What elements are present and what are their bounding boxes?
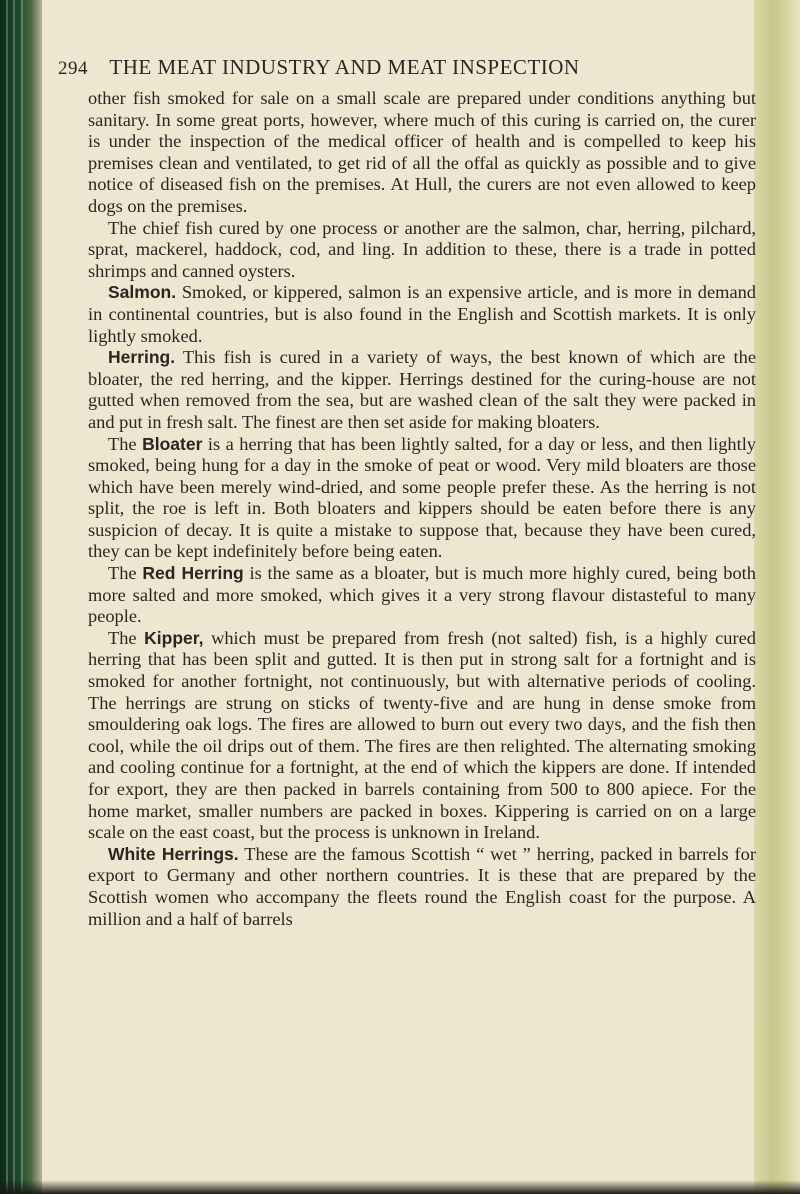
- run-in-heading: Red Herring: [142, 563, 244, 584]
- paragraph-text: which must be prepared from fresh (not salted) fish, is a highly cured herring that has been split and gutted. It is then put in strong salt for a fortnight and is smoked for another fortnight, not continuously, but with alternative periods of cooling. The herrings are strung on sticks of twenty-five and are hung in dense smoke from smouldering oak logs. The fires are allowed to burn out every two days, and the fish then cool, while the oil drips out of them. The fires are then relighted. The alternating smoking and cooling continue for a fortnight, at the end of which the kippers are done. If intended for export, they are then packed in barrels containing from 500 to 800 apiece. For the home market, smaller numbers are packed in boxes. Kippering is carried on on a large scale on the east coast, but the process is unknown in Ireland.: [88, 627, 756, 843]
- run-in-heading: Bloater: [142, 433, 203, 454]
- book-binding-left: [0, 0, 42, 1194]
- paragraph-lead: The: [108, 433, 143, 454]
- book-binding-right: [754, 0, 800, 1194]
- paragraph-text: These are the famous Scottish “ wet ” herring, packed in barrels for export to Germany and other northern countries. It is these that are prepared by the Scottish women who accompany the fleets round the English coast for the purpose. A million and a half of barrels: [88, 843, 756, 929]
- paragraph-red-herring: [88, 563, 756, 628]
- run-in-heading: Kipper,: [144, 627, 204, 648]
- page-bottom-shadow: [0, 1180, 800, 1194]
- paragraph-text: This fish is cured in a variety of ways, the best known of which are the bloater, the red herring, and the kipper. Herrings destined for the curing-house are not gutted when removed from the sea, but are washed clean of the salt they were packed in and put in fresh salt. The finest are then set aside for making bloaters.: [88, 347, 756, 432]
- run-in-heading: White Herrings.: [108, 843, 239, 864]
- body-text: [58, 88, 756, 930]
- run-in-heading: Salmon.: [108, 282, 177, 303]
- page-number: 294: [58, 58, 88, 79]
- paragraph-herring: [88, 347, 756, 433]
- paragraph-salmon: [88, 282, 756, 347]
- paragraph-text: is the same as a bloater, but is much more highly cured, being both more salted and more smoked, which gives it a very strong flavour distasteful to many people.: [88, 563, 756, 627]
- paragraph-text: Smoked, or kippered, salmon is an expensive article, and is more in demand in continental countries, but is also found in the English and Scottish markets. It is only lightly smoked.: [88, 282, 756, 346]
- paragraph-white-herrings: [88, 844, 756, 930]
- running-head: [58, 52, 758, 84]
- paragraph-1: [88, 88, 756, 218]
- paragraph-bloater: [88, 434, 756, 564]
- paragraph-text: is a herring that has been lightly salted, for a day or less, and then lightly smoked, being hung for a day in the smoke of peat or wood. Very mild bloaters are those which have been merely wind-dried, and some people prefer these. As the herring is not split, the roe is left in. Both bloaters and kippers should be eaten before there is any suspicion of decay. It is quite a mistake to suppose that, because they have been cured, they can be kept indefinitely before being eaten.: [88, 433, 756, 562]
- run-in-heading: Herring.: [108, 347, 176, 368]
- paragraph-kipper: [88, 628, 756, 844]
- paragraph-2: [88, 218, 756, 283]
- paragraph-lead: The: [108, 627, 145, 648]
- running-title: THE MEAT INDUSTRY AND MEAT INSPECTION: [109, 55, 580, 79]
- book-page: [58, 52, 758, 930]
- paragraph-lead: The: [108, 563, 143, 584]
- paragraph-text: The chief fish cured by one process or another are the salmon, char, herring, pilchard, sprat, mackerel, haddock, cod, and ling. In addition to these, there is a trade in potted shrimps and canned oysters.: [88, 217, 756, 281]
- paragraph-text: other fish smoked for sale on a small scale are prepared under conditions anything but sanitary. In some great ports, however, where much of this curing is carried on, the curer is under the inspection of the medical officer of health and is compelled to keep his premises clean and ventilated, to get rid of all the offal as quickly as possible and to give notice of diseased fish on the premises. At Hull, the curers are not even allowed to keep dogs on the premises.: [88, 88, 756, 216]
